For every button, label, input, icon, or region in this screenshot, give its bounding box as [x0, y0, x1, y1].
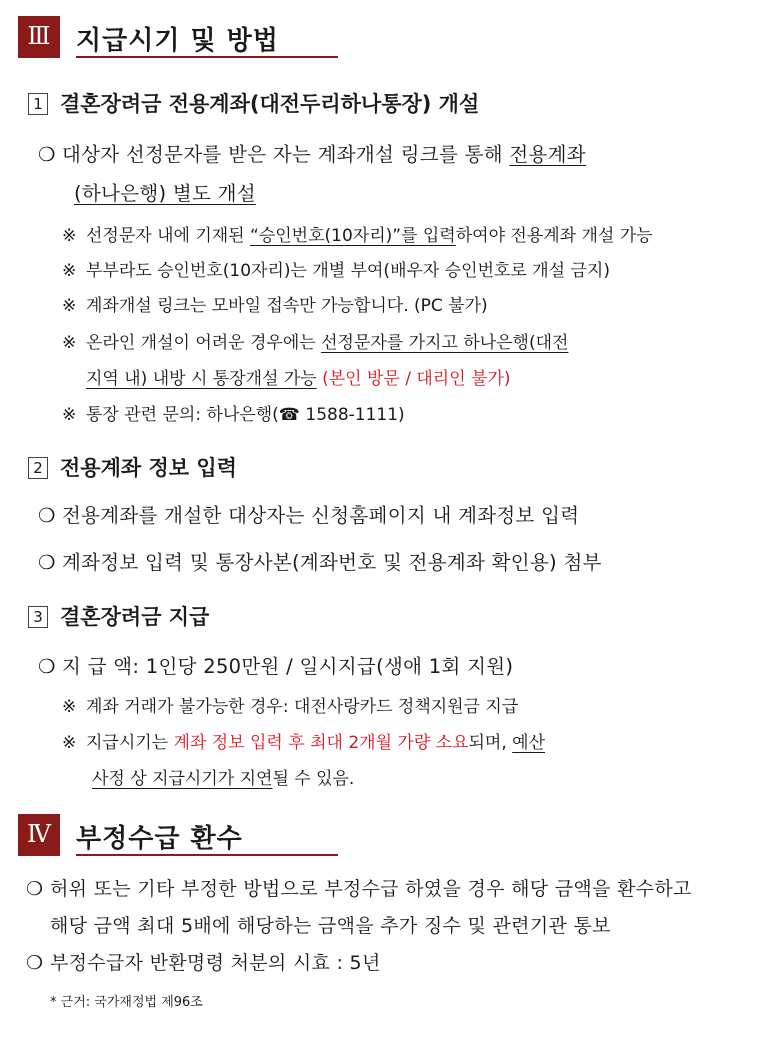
reference-mark-icon: ※: [62, 226, 77, 246]
bullet-payment-amount: ❍ 지 급 액: 1인당 250만원 / 일시지급(생애 1회 지원): [38, 655, 514, 678]
circle-bullet-icon: ❍: [26, 952, 44, 974]
bullet-enter-account-info: ❍ 전용계좌를 개설한 대상자는 신청홈페이지 내 계좌정보 입력: [38, 504, 580, 527]
reference-mark-icon: ※: [62, 261, 77, 281]
bullet-fraud-recovery-cont: 해당 금액 최대 5배에 해당하는 금액을 추가 징수 및 관련기관 통보: [50, 915, 611, 937]
bullet-fraud-recovery: ❍ 허위 또는 기타 부정한 방법으로 부정수급 하였을 경우 해당 금액을 환수하고: [26, 878, 692, 900]
section-title: 지급시기 및 방법: [76, 26, 279, 56]
footnote-legal-basis: * 근거: 국가재정법 제96조: [50, 995, 203, 1010]
phone-icon: ☎: [278, 405, 300, 425]
subsection-title: 전용계좌 정보 입력: [60, 456, 237, 480]
reference-mark-icon: ※: [62, 405, 77, 425]
circle-bullet-icon: ❍: [38, 655, 56, 678]
subsection-2-heading: [28, 452, 237, 482]
circle-bullet-icon: ❍: [38, 504, 56, 527]
circle-bullet-icon: ❍: [38, 143, 56, 166]
bullet-account-opening-cont: (하나은행) 별도 개설: [74, 182, 256, 205]
reference-mark-icon: ※: [62, 296, 77, 316]
subsection-number-box: 1: [28, 93, 48, 115]
section-title: 부정수급 환수: [76, 824, 243, 854]
note-offline-opening-cont: 지역 내) 내방 시 통장개설 가능 (본인 방문 / 대리인 불가): [86, 369, 511, 389]
subsection-title: 결혼장려금 지급: [60, 605, 210, 629]
section-title-underline: [76, 854, 338, 856]
bullet-account-opening: ❍ 대상자 선정문자를 받은 자는 계좌개설 링크를 통해 전용계좌: [38, 143, 586, 166]
circle-bullet-icon: ❍: [38, 551, 56, 574]
bullet-attach-bankbook: ❍ 계좌정보 입력 및 통장사본(계좌번호 및 전용계좌 확인용) 첨부: [38, 551, 602, 574]
subsection-number-box: 3: [28, 606, 48, 628]
section-numeral-badge: Ⅲ: [18, 16, 60, 58]
note-contact: ※ 통장 관련 문의: 하나은행(☎ 1588-1111): [62, 405, 405, 425]
subsection-3-heading: [28, 601, 209, 631]
reference-mark-icon: ※: [62, 733, 77, 753]
subsection-1-heading: [28, 88, 479, 118]
subsection-title: 결혼장려금 전용계좌(대전두리하나통장) 개설: [60, 92, 480, 116]
note-payment-timing-cont: 사정 상 지급시기가 지연될 수 있음.: [92, 769, 355, 789]
note-card-payment: ※ 계좌 거래가 불가능한 경우: 대전사랑카드 정책지원금 지급: [62, 697, 519, 717]
note-mobile-only: ※ 계좌개설 링크는 모바일 접속만 가능합니다. (PC 불가): [62, 296, 488, 316]
reference-mark-icon: ※: [62, 333, 77, 353]
reference-mark-icon: ※: [62, 697, 77, 717]
subsection-number-box: 2: [28, 457, 48, 479]
note-spouse: ※ 부부라도 승인번호(10자리)는 개별 부여(배우자 승인번호로 개설 금지): [62, 261, 610, 281]
note-approval-number: ※ 선정문자 내에 기재된 “승인번호(10자리)”를 입력하여야 전용계좌 개설 가능: [62, 226, 653, 246]
note-payment-timing: ※ 지급시기는 계좌 정보 입력 후 최대 2개월 가량 소요되며, 예산: [62, 733, 546, 753]
circle-bullet-icon: ❍: [26, 878, 44, 900]
section-numeral-badge: Ⅳ: [18, 814, 60, 856]
note-offline-opening: ※ 온라인 개설이 어려운 경우에는 선정문자를 가지고 하나은행(대전: [62, 333, 569, 353]
bullet-statute-limitation: ❍ 부정수급자 반환명령 처분의 시효 : 5년: [26, 952, 381, 974]
section-title-underline: [76, 56, 338, 58]
